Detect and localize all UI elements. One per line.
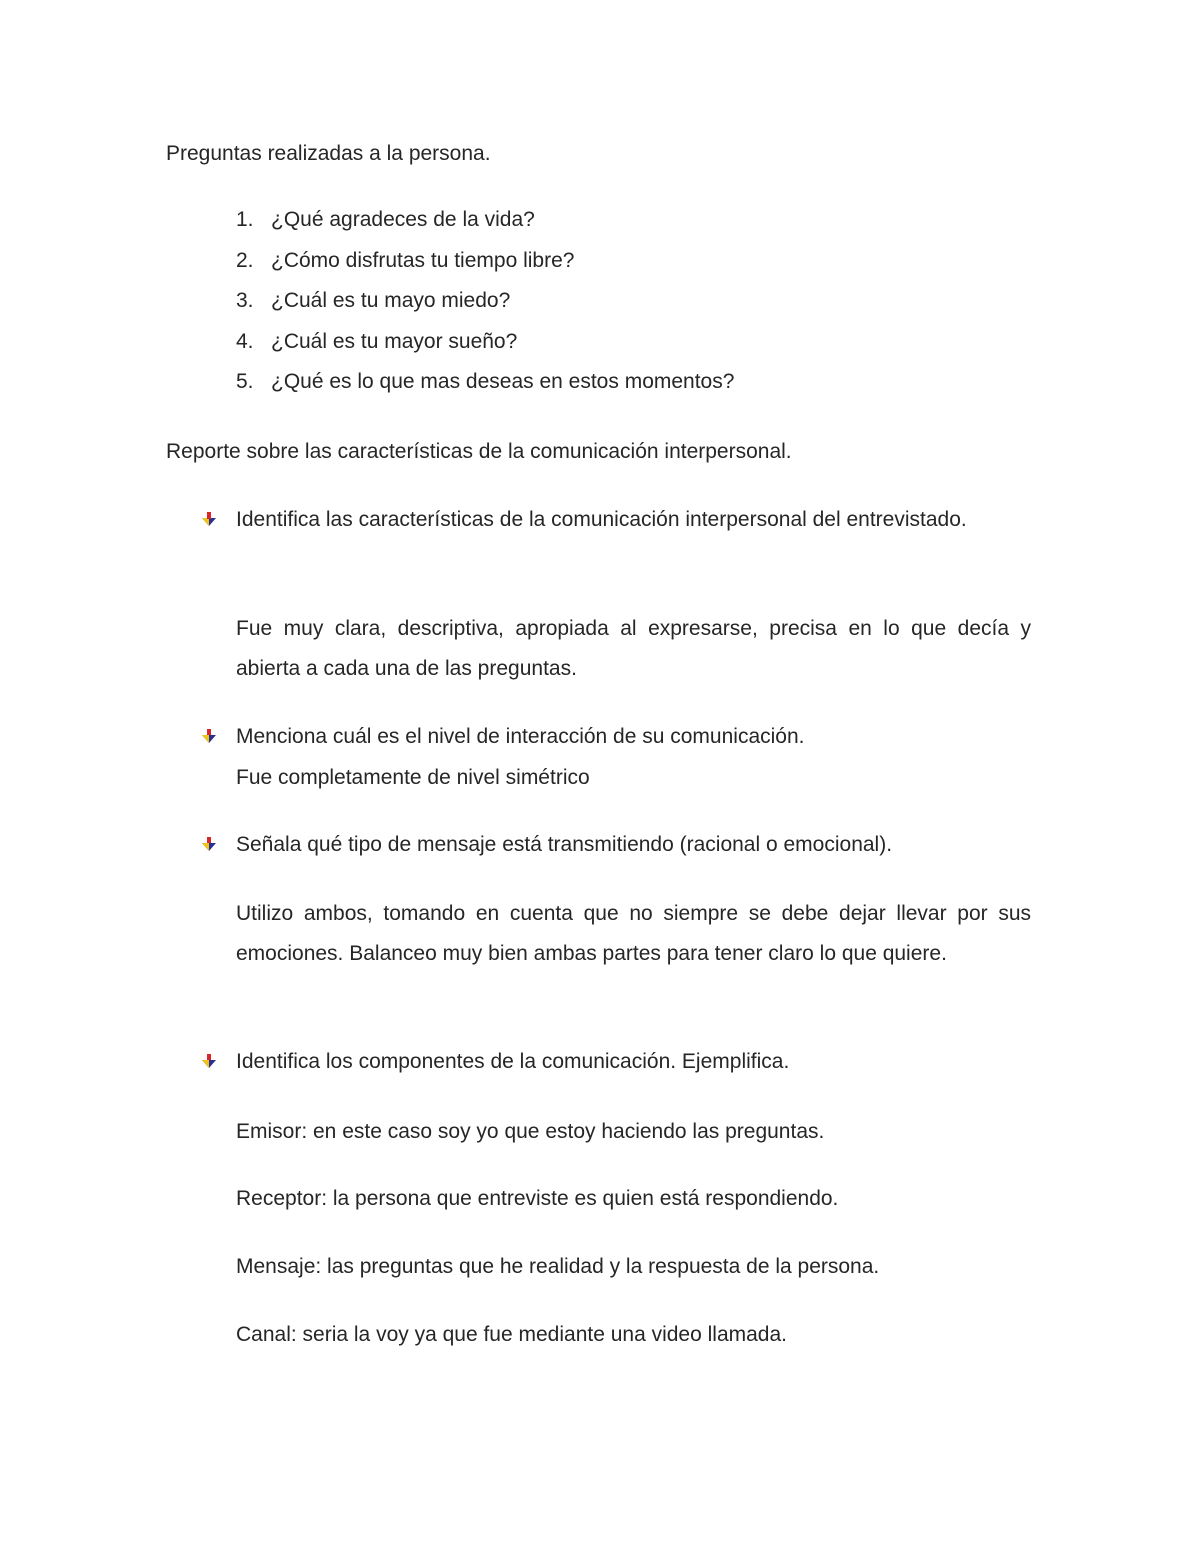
report-bullet — [236, 825, 1031, 866]
arrow-bullet-icon — [199, 835, 219, 855]
question-text: ¿Qué agradeces de la vida? — [271, 208, 535, 231]
answer-paragraph: Utilizo ambos, tomando en cuenta que no siempre se debe dejar llevar por sus emociones. Balanceo muy bien ambas partes para tener claro lo que quiere. — [236, 902, 1031, 965]
component-mensaje: Mensaje: las preguntas que he realidad y la respuesta de la persona. — [236, 1255, 880, 1278]
answer-paragraph: Fue muy clara, descriptiva, apropiada al expresarse, precisa en lo que decía y abierta a cada una de las preguntas. — [236, 617, 1031, 680]
question-number: 2. — [236, 248, 254, 272]
component-canal: Canal: seria la voy ya que fue mediante una video llamada. — [236, 1323, 788, 1346]
answer-text: Fue completamente de nivel simétrico — [236, 765, 590, 789]
question-text: ¿Cómo disfrutas tu tiempo libre? — [271, 248, 575, 272]
bullet-text: Menciona cuál es el nivel de interacción de su comunicación. — [236, 725, 805, 748]
report-bullet — [236, 500, 1031, 541]
questions-list — [236, 208, 734, 411]
arrow-bullet-icon — [199, 1052, 219, 1072]
component-emisor: Emisor: en este caso soy yo que estoy haciendo las preguntas. — [236, 1120, 825, 1143]
question-number: 5. — [236, 370, 254, 393]
question-item — [236, 370, 734, 411]
question-number: 4. — [236, 329, 254, 353]
report-bullet — [236, 1042, 1031, 1083]
question-item — [236, 249, 734, 290]
question-text: ¿Qué es lo que mas deseas en estos momentos? — [271, 370, 735, 393]
bullet-text: Señala qué tipo de mensaje está transmitiendo (racional o emocional). — [236, 833, 893, 856]
question-text: ¿Cuál es tu mayor sueño? — [271, 329, 518, 353]
report-heading: Reporte sobre las características de la comunicación interpersonal. — [166, 440, 792, 463]
arrow-bullet-icon — [199, 510, 219, 530]
question-item — [236, 208, 734, 249]
bullet-text: Identifica las características de la comunicación interpersonal del entrevistado. — [236, 508, 967, 531]
arrow-bullet-icon — [199, 727, 219, 747]
question-item — [236, 330, 734, 371]
report-bullet — [236, 717, 1031, 798]
bullet-text: Identifica los componentes de la comunicación. Ejemplifica. — [236, 1050, 790, 1073]
question-text: ¿Cuál es tu mayo miedo? — [271, 289, 511, 312]
question-item — [236, 289, 734, 330]
questions-heading: Preguntas realizadas a la persona. — [166, 142, 491, 165]
question-number: 1. — [236, 208, 254, 231]
question-number: 3. — [236, 289, 254, 312]
component-receptor: Receptor: la persona que entreviste es quien está respondiendo. — [236, 1187, 839, 1210]
